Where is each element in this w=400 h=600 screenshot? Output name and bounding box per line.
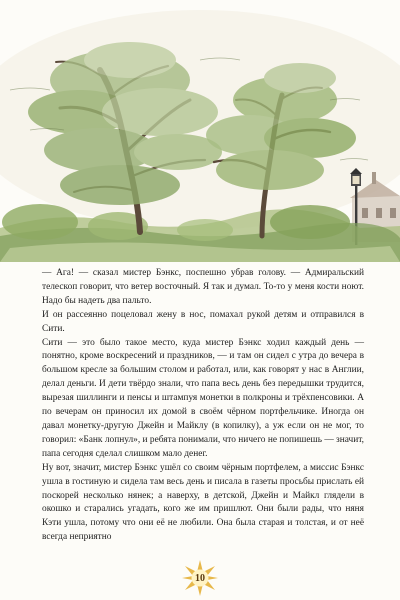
paragraph: Ну вот, значит, мистер Бэнкс ушёл со своим чёрным портфелем, а миссис Бэнкс ушла в гостиную и сидела там весь день и писала в газеты просьбы прислать ей поскорей несколько нянек; а наверху, в детской, Джейн и Майкл глядели в окошко и старались угадать, кого же им пришлют. Они были рады, что няня Кэти ушла, потому что они её не любили. Она была старая и толстая, и от неё всегда неприятно <box>42 462 364 543</box>
page-number-badge <box>182 560 218 596</box>
paragraph: Сити — это было такое место, куда мистер Бэнкс ходил каждый день — понятно, кроме воскресений и праздников, — и там он сидел с утра до вечера в большом кресле за большим столом и работал, или, как говорят у нас в Англии, делал деньги. И дети твёрдо знали, что папа весь день без передышки трудится, вырезая шиллинги и пенсы и штампуя монетки в полкроны и трёхпенсовики. А по вечерам он приносил их домой в своём чёрном портфельчике. Иногда он давал монетку-другую Джейн и Майклу (в копилку), а уж если он не мог, то говорил: «Банк лопнул», и ребята понимали, что ничего не попишешь — значит, папа сегодня сделал слишком мало денег. <box>42 337 365 459</box>
page-number: 10 <box>195 572 205 584</box>
paragraph: И он рассеянно поцеловал жену в нос, помахал рукой детям и отправился в Сити. <box>42 309 364 334</box>
story-text <box>42 267 364 545</box>
windswept-trees-illustration <box>0 0 400 262</box>
paragraph: — Ага! — сказал мистер Бэнкс, поспешно убрав голову. — Адмиральский телескоп говорит, что ветер восточный. Я так и думал. То-то у меня кости ноют. Надо бы надеть два пальто. <box>42 268 364 306</box>
